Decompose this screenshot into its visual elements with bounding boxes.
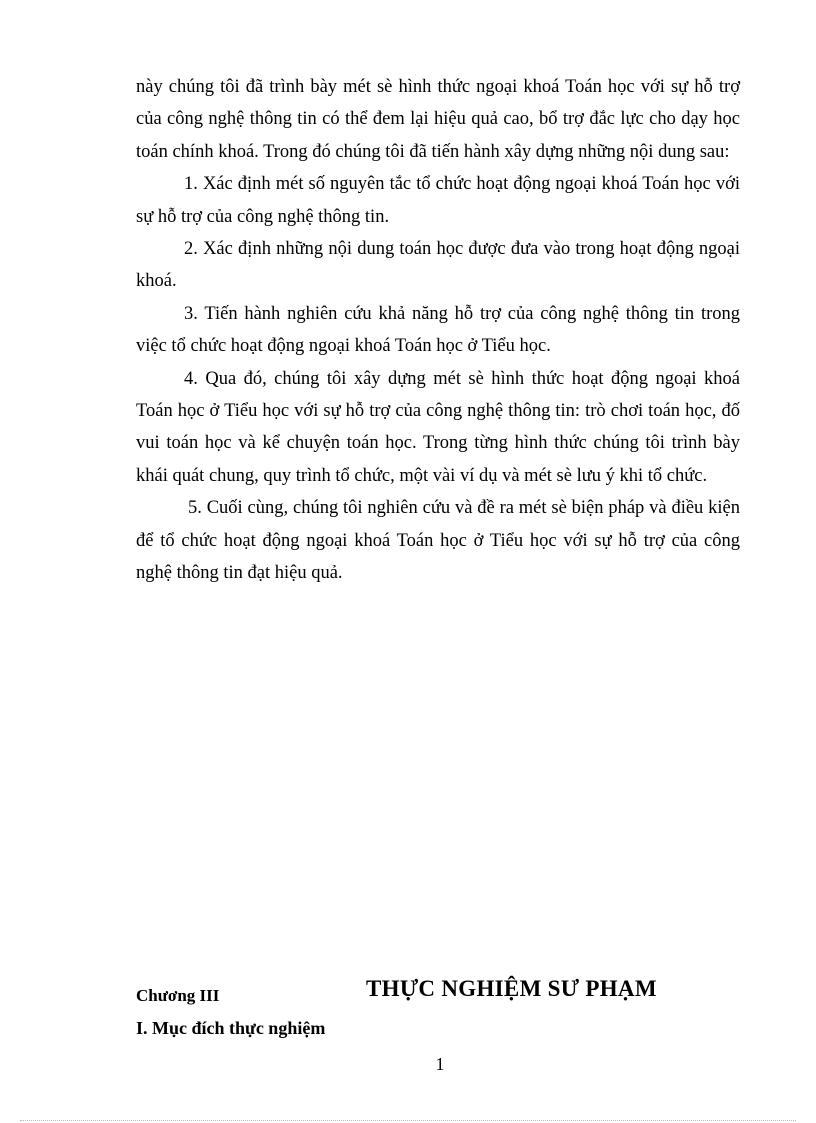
list-item-1: 1. Xác định mét số nguyên tắc tổ chức hoạt động ngoại khoá Toán học với sự hỗ trợ của công nghệ thông tin.	[136, 174, 740, 227]
intro-paragraph: này chúng tôi đã trình bày mét sè hình thức ngoại khoá Toán học với sự hỗ trợ của công nghệ thông tin có thể đem lại hiệu quả cao, bổ trợ đắc lực cho dạy học toán chính khoá. Trong đó chúng tôi đã tiến hành xây dựng những nội dung sau:	[136, 77, 740, 162]
list-item-2: 2. Xác định những nội dung toán học được đưa vào trong hoạt động ngoại khoá.	[136, 239, 740, 292]
chapter-heading	[136, 976, 740, 1010]
body-text	[136, 71, 740, 590]
chapter-label: Chương III	[136, 986, 220, 1005]
list-item-3: 3. Tiến hành nghiên cứu khả năng hỗ trợ của công nghệ thông tin trong việc tổ chức hoạt động ngoại khoá Toán học ở Tiểu học.	[136, 303, 740, 357]
section-heading: I. Mục đích thực nghiệm	[136, 1018, 326, 1038]
list-item-5: 5. Cuối cùng, chúng tôi nghiên cứu và đề ra mét sè biện pháp và điều kiện để tổ chức hoạt động ngoại khoá Toán học ở Tiểu học với sự hỗ trợ của công nghệ thông tin đạt hiệu quả.	[136, 498, 740, 584]
page-number: 1	[435, 1054, 445, 1074]
chapter-title: THỰC NGHIỆM SƯ PHẠM	[366, 976, 657, 1001]
list-item-4: 4. Qua đó, chúng tôi xây dựng mét sè hình thức hoạt động ngoại khoá Toán học ở Tiểu học với sự hỗ trợ của công nghệ thông tin: trò chơi toán học, đố vui toán học và kể chuyện toán học. Trong từng hình thức chúng tôi trình bày khái quát chung, quy trình tổ chức, một vài ví dụ và mét sè lưu ý khi tổ chức.	[136, 368, 740, 486]
page-bottom-divider	[20, 1120, 796, 1121]
